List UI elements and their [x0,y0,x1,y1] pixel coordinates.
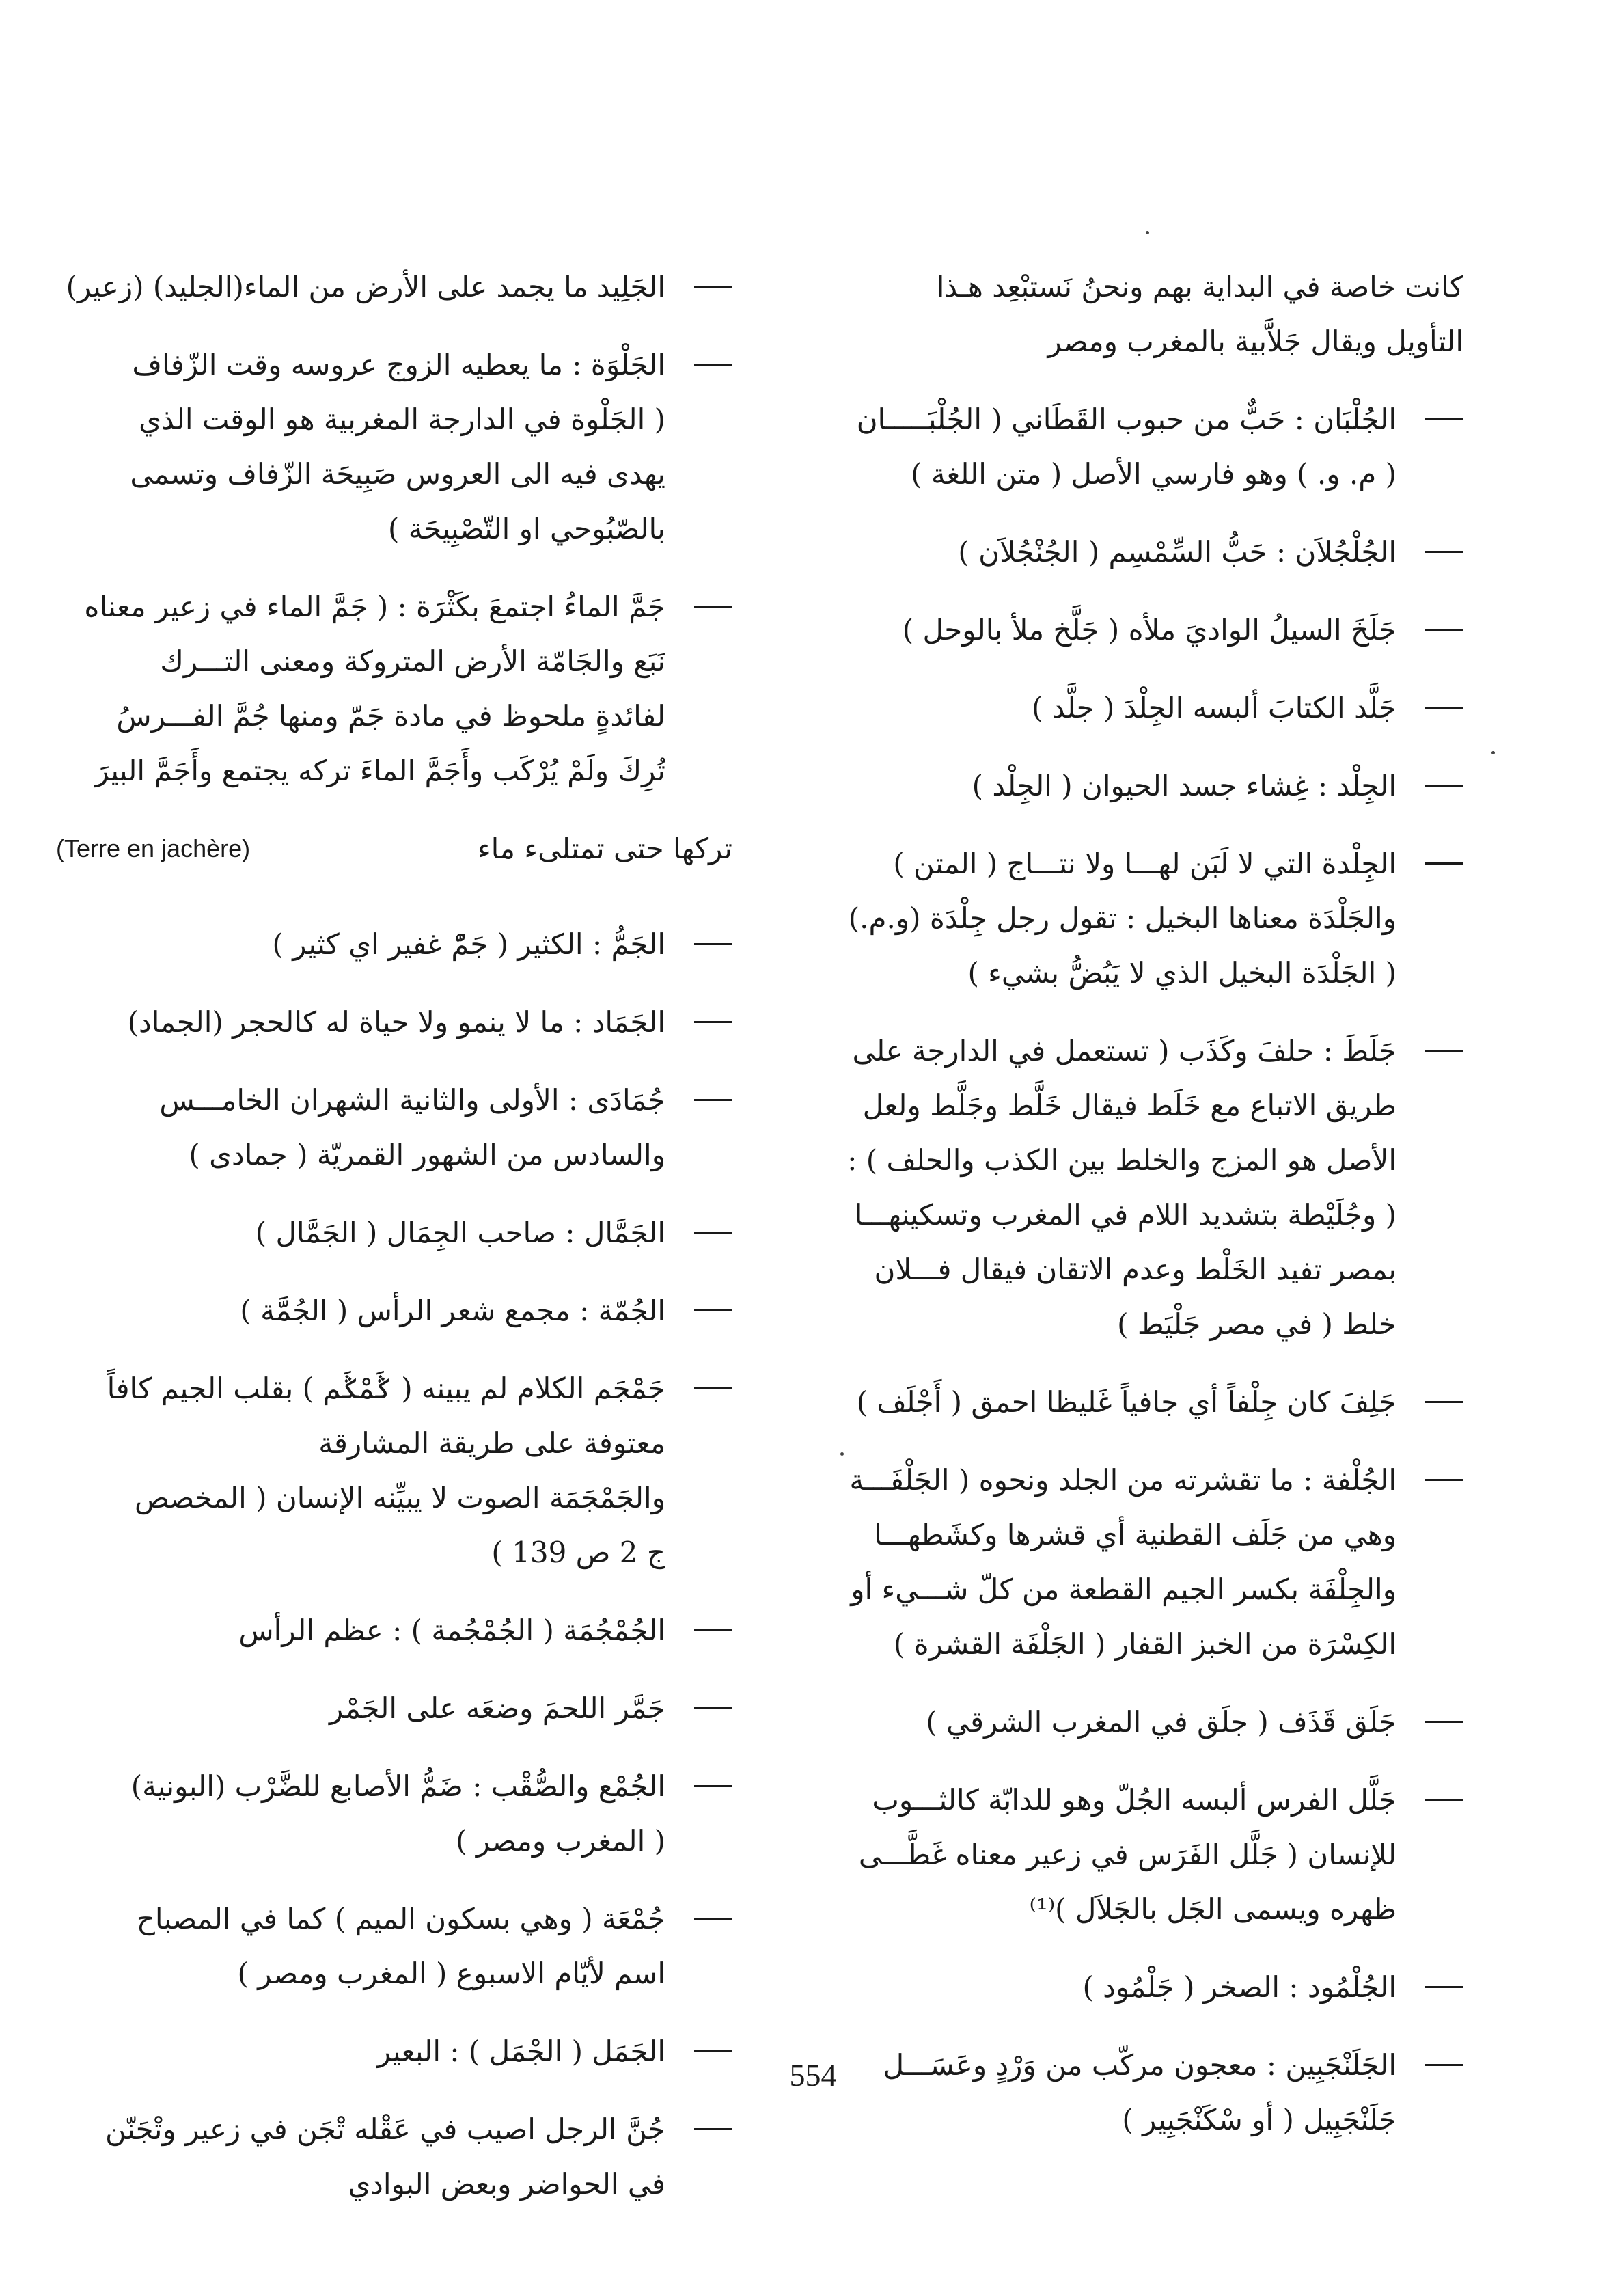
entry-line: ( وجُلَيْطة بتشديد اللام في المغرب وتسكينهـــا [854,1198,1396,1232]
right-column-entry [787,837,1463,1001]
entry-dash-mark [690,1681,732,1736]
entry-dash-mark [690,995,732,1050]
entry-line: التأويل ويقال جَلاَّبية بالمغرب ومصر [1047,325,1463,358]
entry-line: للإنسان ( جَلَّل الفَرَس في زعير معناه غَطَّـــى [858,1838,1396,1871]
entry-dash-mark [1421,1375,1463,1430]
entry-line: الجَمُّ : الكثير ( جَمّْ غفير اي كثير ) [272,927,665,961]
entry-line: والجَمْجَمَة الصوت لا يبيِّنه الإنسان ( المخصص [135,1481,665,1514]
entry-line: الجُلْفة : ما تقشرته من الجلد ونحوه ( الجَلْفَـــة [849,1463,1396,1497]
entry-dash-mark [1421,392,1463,447]
entry-dash-mark [1421,1024,1463,1078]
entry-line: الجَمَاد : ما لا ينمو ولا حياة له كالحجر (الجماد) [127,1005,665,1039]
left-column-entry [56,338,732,556]
entry-dash-mark [1421,603,1463,657]
entry-line: الجَمَل ( الجْمَل ) : البعير [376,2035,665,2068]
entry-line: جَمْجَم الكلام لم يبينه ( ݣَمْݣَم ) بقلب الجيم كافاً [107,1372,665,1405]
entry-line: ( الجَلْوة في الدارجة المغربية هو الوقت الذي [139,403,665,436]
entry-line: جُنَّ الرجل اصيب في عَقْله تْجَن في زعير وتْجَنّن [105,2112,665,2146]
entry-line: جَمَّر اللحمَ وضعَه على الجَمْر [329,1691,665,1725]
entry-line: الجُلْمُود : الصخر ( جَلْمُود ) [1082,1970,1396,2004]
entry-dash-mark [690,580,732,634]
entry-line: نَبَع والجَامّة الأرض المتروكة ومعنى التـــرك [160,644,665,678]
entry-line: جَلَّل الفرس ألبسه الجُلّ وهو للدابّة كالثـــوب [872,1783,1396,1817]
left-column-entry [56,917,732,972]
left-column-entry [56,1892,732,2001]
entry-dash-mark [1421,1773,1463,1827]
entry-line: ظهره ويسمى الجَل بالجَلاَل )⁽¹⁾ [1029,1892,1396,1926]
entry-dash-mark [690,1073,732,1128]
left-column-entry [56,260,732,314]
left-column [56,260,732,2235]
entry-line: الجُمْجُمَة ( الجُمْجُمة ) : عظم الرأس [238,1614,665,1647]
entry-line: الأصل هو المزج والخلط بين الكذب والحلف ) : [847,1143,1396,1177]
entry-line: الجُمْع والصُّقْب : ضَمُّ الأصابع للضَّرْب (البونية) [130,1769,665,1803]
entry-line: جُمْعَة ( وهي بسكون الميم ) كما في المصباح [136,1902,665,1935]
entry-line: جَلَّد الكتابَ ألبسه الجِلْدَ ( جلَّد ) [1031,691,1396,724]
entry-dash-mark [690,917,732,972]
speck-mark [1491,751,1495,754]
left-column-entry [56,821,732,894]
left-column-entry [56,2102,732,2212]
entry-dash-mark [690,2024,732,2079]
entry-line: الجَلَنْجَبِين : معجون مركّب من وَرْدٍ وعَسَـــل [883,2048,1396,2082]
right-column [787,260,1463,2171]
right-column-entry [787,1960,1463,2015]
entry-dash-mark [1421,837,1463,891]
entry-dash-mark [1421,681,1463,735]
entry-dash-mark [690,1206,732,1260]
right-column-entry [787,681,1463,735]
entry-line: جَلَطَ : حلفَ وكَذَب ( تستعمل في الدارجة على [852,1034,1396,1068]
entry-dash-mark [690,338,732,392]
entry-line: الجُمّة : مجمع شعر الرأس ( الجُمَّة ) [240,1294,665,1327]
page-number: 554 [789,2058,837,2093]
right-column-entry [787,1695,1463,1750]
left-column-entry [56,1206,732,1260]
entry-dash-mark [690,1283,732,1338]
left-column-entry [56,1073,732,1182]
entry-line: الجَلْوَة : ما يعطيه الزوج عروسه وقت الزّفاف [132,348,665,381]
entry-line: اسم لأيّام الاسبوع ( المغرب ومصر ) [237,1957,665,1990]
entry-dash-mark [1421,759,1463,813]
right-column-entry [787,1024,1463,1352]
entry-dash-mark [690,260,732,314]
speck-mark [840,1452,844,1456]
right-column-entry [787,1375,1463,1430]
entry-dash-mark [690,1759,732,1814]
entry-dash-mark [690,1361,732,1416]
entry-line: الكِسْرَة من الخبز القفار ( الجَلْفَة القشرة ) [893,1627,1396,1661]
right-column-entry [787,525,1463,580]
entry-line: ج 2 ص 139 ) [491,1536,665,1569]
entry-line: معتوفة على طريقة المشارقة [318,1426,665,1460]
entry-line: والجَلْدَة معناها البخيل : تقول رجل جِلْدَة (و.م.) [848,901,1396,935]
right-column-entry [787,1773,1463,1937]
left-column-entry [56,1283,732,1338]
entry-line: بمصر تفيد الخَلْط وعدم الاتقان فيقال فـــلان [874,1253,1396,1286]
entry-line: بالصّبُوحي او التّصْبِيحَة ) [388,512,665,545]
entry-line: جَلَنْجَبِيل ( أو سْكَنْجَبِير ) [1122,2103,1396,2136]
right-column-entry [787,1453,1463,1672]
entry-dash-mark [1421,525,1463,580]
entry-dash-mark [1421,1453,1463,1508]
entry-line: في الحواضر وبعض البوادي [348,2167,665,2201]
entry-line: طريق الاتباع مع خَلَط فيقال خَلَّط وجَلَّط ولعل [862,1089,1396,1122]
entry-line: كانت خاصة في البداية بهم ونحنُ نَستبْعِد هـذا [936,270,1463,303]
entry-line: جُمَادَى : الأولى والثانية الشهران الخامـــس [159,1083,665,1117]
right-column-entry [787,2038,1463,2147]
right-column-entry [787,603,1463,657]
entry-line: والجِلْفَة بكسر الجيم القطعة من كلّ شـــيء أو [851,1573,1396,1606]
entry-line: والسادس من الشهور القمريّة ( جمادى ) [189,1138,665,1171]
entry-dash-mark [1421,1960,1463,2015]
entry-line: جَلَق قَذَف ( جلَق في المغرب الشرقي ) [926,1705,1396,1739]
entry-line: الجَمَّال : صاحب الجِمَال ( الجَمَّال ) [255,1216,665,1249]
left-column-entry [56,2024,732,2079]
entry-line: الجَلِيد ما يجمد على الأرض من الماء(الجليد) (زعير) [66,270,665,303]
left-column-entry [56,1759,732,1868]
entry-line: جَلَخَ السيلُ الواديَ ملأه ( جَلَّخ ملأ بالوحل ) [902,613,1396,647]
entry-line: خلط ( في مصر جَلْيَط ) [1117,1307,1396,1341]
entry-dash-mark [690,2102,732,2157]
left-column-entry [56,1361,732,1580]
entry-line: الجُلْجُلاَن : حَبُّ السِّمْسِم ( الجُنْجُلاَن ) [958,535,1396,569]
entry-line: تركها حتى تمتلىء ماء [477,832,732,865]
entry-line: (Terre en jachère) [56,834,251,862]
entry-line: ( م. و. ) وهو فارسي الأصل ( متن اللغة ) [911,457,1396,491]
entry-dash-mark [690,1892,732,1946]
entry-dash-mark [690,1603,732,1658]
left-column-entry [56,1603,732,1658]
right-column-entry [787,759,1463,813]
entry-dash-mark [1421,2038,1463,2093]
entry-line: لفائدةٍ ملحوظ في مادة جَمّ ومنها جُمَّ الفـــرسُ [116,699,665,733]
entry-line: الجِلْدة التي لا لَبَن لهـــا ولا نتـــاج ( المتن ) [893,847,1396,880]
entry-line: جَمَّ الماءُ اجتمعَ بكَثْرَة : ( جَمَّ الماء في زعير معناه [84,590,665,623]
entry-line: جَلِفَ كان جِلْفاً أي جافياً غَليظا احمق ( أَجْلَف ) [856,1385,1396,1419]
right-column-entry [787,392,1463,502]
entry-line: الجِلْد : غِشاء جسد الحيوان ( الجِلْد ) [972,769,1396,802]
entry-line: تُرِكَ ولَمْ يُرْكَب وأَجَمَّ الماءَ تركه يجتمع وأَجَمَّ البيرَ [95,754,665,787]
entry-dash-mark [1421,1695,1463,1750]
right-column-entry [787,260,1463,369]
entry-line: ( الجَلْدَة البخيل الذي لا يَبُضُّ بشيء ) [967,956,1396,990]
entry-line: وهي من جَلَف القطنية أي قشرها وكشَطهـــا [874,1518,1396,1551]
left-column-entry [56,1681,732,1736]
speck-mark [1146,231,1149,234]
entry-line: الجُلْبَان : حَبٌّ من حبوب القَطَاني ( الجُلْبَـــــان [856,403,1396,436]
left-column-entry [56,995,732,1050]
left-column-entry [56,580,732,798]
entry-line: يهدى فيه الى العروس صَبِيحَة الزّفاف وتسمى [130,457,665,491]
entry-line: ( المغرب ومصر ) [456,1824,665,1858]
